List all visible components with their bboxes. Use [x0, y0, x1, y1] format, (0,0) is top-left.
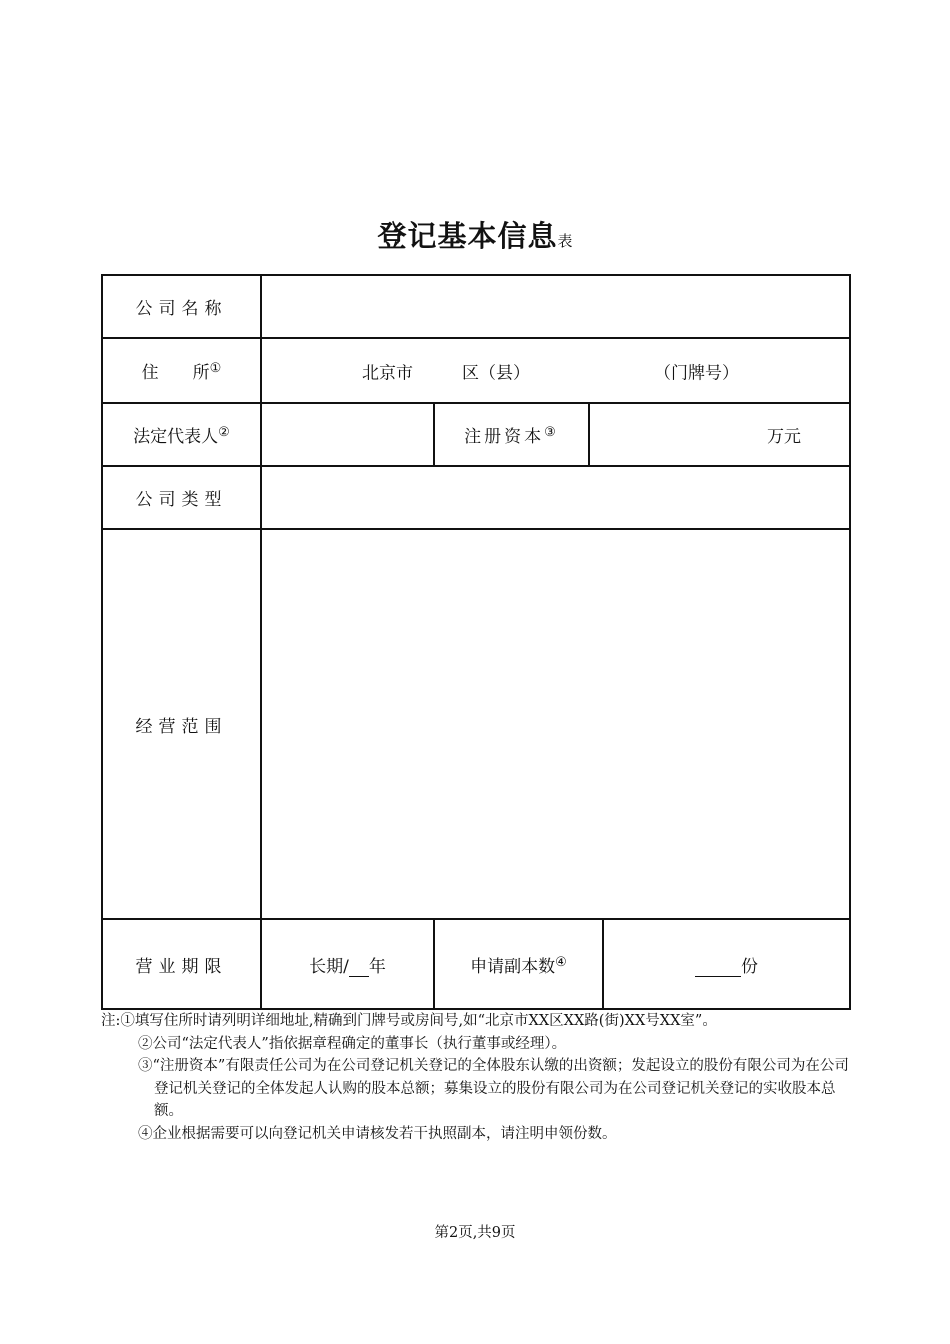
legal-rep-note-mark: ② — [218, 425, 230, 440]
term-label: 营业期限 — [102, 919, 261, 1009]
copies-field[interactable] — [603, 919, 850, 1009]
note-3: ③“注册资本”有限责任公司为在公司登记机关登记的全体股东认缴的出资额；发起设立的股份有限公司为在公司登记机关登记的全体发起人认购的股本总额；募集设立的股份有限公司为在公司登记机关登记的实收股本总额。 — [138, 1058, 849, 1119]
address-city: 北京市 — [362, 363, 413, 383]
address-house-no: （门牌号） — [654, 363, 739, 383]
business-scope-label: 经营范围 — [102, 529, 261, 919]
legal-rep-label-cell — [102, 403, 261, 466]
reg-capital-label-cell — [434, 403, 589, 466]
business-scope-field[interactable] — [261, 529, 850, 919]
copies-note-mark: ④ — [555, 954, 567, 970]
term-suffix: 年 — [368, 956, 386, 977]
copies-label: 申请副本数 — [470, 956, 556, 977]
reg-capital-field[interactable] — [589, 403, 850, 466]
address-field[interactable] — [261, 338, 850, 403]
reg-capital-note-mark: ③ — [544, 425, 559, 440]
row-legal-rep-capital — [102, 403, 850, 466]
legal-rep-field[interactable] — [261, 403, 434, 466]
copies-label-cell — [434, 919, 603, 1009]
row-address — [102, 338, 850, 403]
address-note-mark: ① — [209, 361, 222, 376]
page-title — [0, 214, 950, 255]
term-years-blank[interactable] — [349, 958, 369, 977]
note-4: ④企业根据需要可以向登记机关申请核发若干执照副本，请注明申领份数。 — [138, 1125, 617, 1142]
company-name-field[interactable] — [261, 275, 850, 338]
title-suffix: 表 — [557, 232, 573, 250]
notes-section — [101, 1010, 849, 1145]
page-number: 第2页,共9页 — [434, 1225, 516, 1241]
company-type-field[interactable] — [261, 466, 850, 529]
reg-capital-label: 注册资本 — [464, 427, 545, 447]
row-business-scope — [102, 529, 850, 919]
row-term-copies — [102, 919, 850, 1009]
term-prefix: 长期/ — [309, 956, 349, 977]
copies-count-blank[interactable] — [695, 958, 741, 977]
address-label: 住 所 — [141, 363, 210, 383]
address-label-cell — [102, 338, 261, 403]
note-1-text: ①填写住所时请列明详细地址,精确到门牌号或房间号,如“北京市XX区XX路(街)XX号XX室”。 — [120, 1013, 717, 1029]
row-company-type — [102, 466, 850, 529]
notes-prefix: 注: — [101, 1013, 121, 1029]
legal-rep-label: 法定代表人 — [133, 427, 219, 447]
copies-unit: 份 — [741, 956, 758, 977]
row-company-name — [102, 275, 850, 338]
address-district: 区（县） — [462, 363, 530, 383]
reg-capital-unit: 万元 — [767, 427, 801, 447]
title-main: 登记基本信息 — [377, 219, 558, 253]
note-2: ②公司“法定代表人”指依据章程确定的董事长（执行董事或经理）。 — [138, 1035, 567, 1052]
company-name-label: 公司名称 — [102, 275, 261, 338]
note-1 — [101, 1010, 849, 1033]
registration-form-table — [101, 274, 851, 1010]
company-type-label: 公司类型 — [102, 466, 261, 529]
term-field[interactable] — [261, 919, 434, 1009]
